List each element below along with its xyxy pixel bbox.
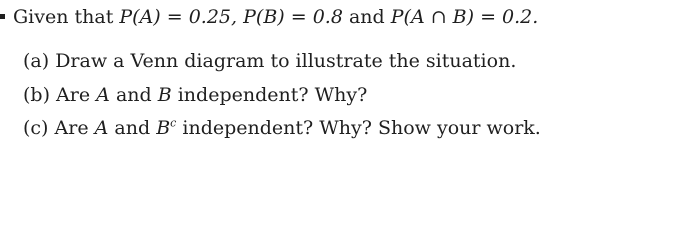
prob-a: P(A) = 0.25, <box>119 6 238 28</box>
part-b-label: (b) <box>23 84 50 106</box>
given-label: Given that <box>13 6 114 28</box>
part-b-var2: B <box>157 84 172 106</box>
complement-superscript: c <box>170 116 177 130</box>
bullet-marker <box>0 14 5 19</box>
part-c-mid: and <box>114 117 151 139</box>
part-a-label: (a) <box>23 50 50 72</box>
part-a <box>23 50 516 72</box>
part-b-var1: A <box>96 84 110 106</box>
part-b-pre: Are <box>56 84 91 106</box>
part-b-mid: and <box>115 84 152 106</box>
prob-b: P(B) = 0.8 <box>243 6 343 28</box>
part-c-var2-letter: B <box>156 117 171 139</box>
part-c-post: independent? Why? Show your work. <box>182 117 541 139</box>
part-c-var1: A <box>94 117 109 139</box>
part-c <box>23 117 541 139</box>
part-b-post: independent? Why? <box>177 84 368 106</box>
prob-a-and-b: P(A ∩ B) = 0.2. <box>390 6 539 28</box>
part-c-pre: Are <box>54 117 89 139</box>
part-b <box>23 84 367 106</box>
part-a-text: Draw a Venn diagram to illustrate the situation. <box>55 50 517 72</box>
and-word: and <box>348 6 385 28</box>
part-c-label: (c) <box>23 117 49 139</box>
part-c-var2 <box>156 117 176 139</box>
given-statement <box>0 6 538 28</box>
